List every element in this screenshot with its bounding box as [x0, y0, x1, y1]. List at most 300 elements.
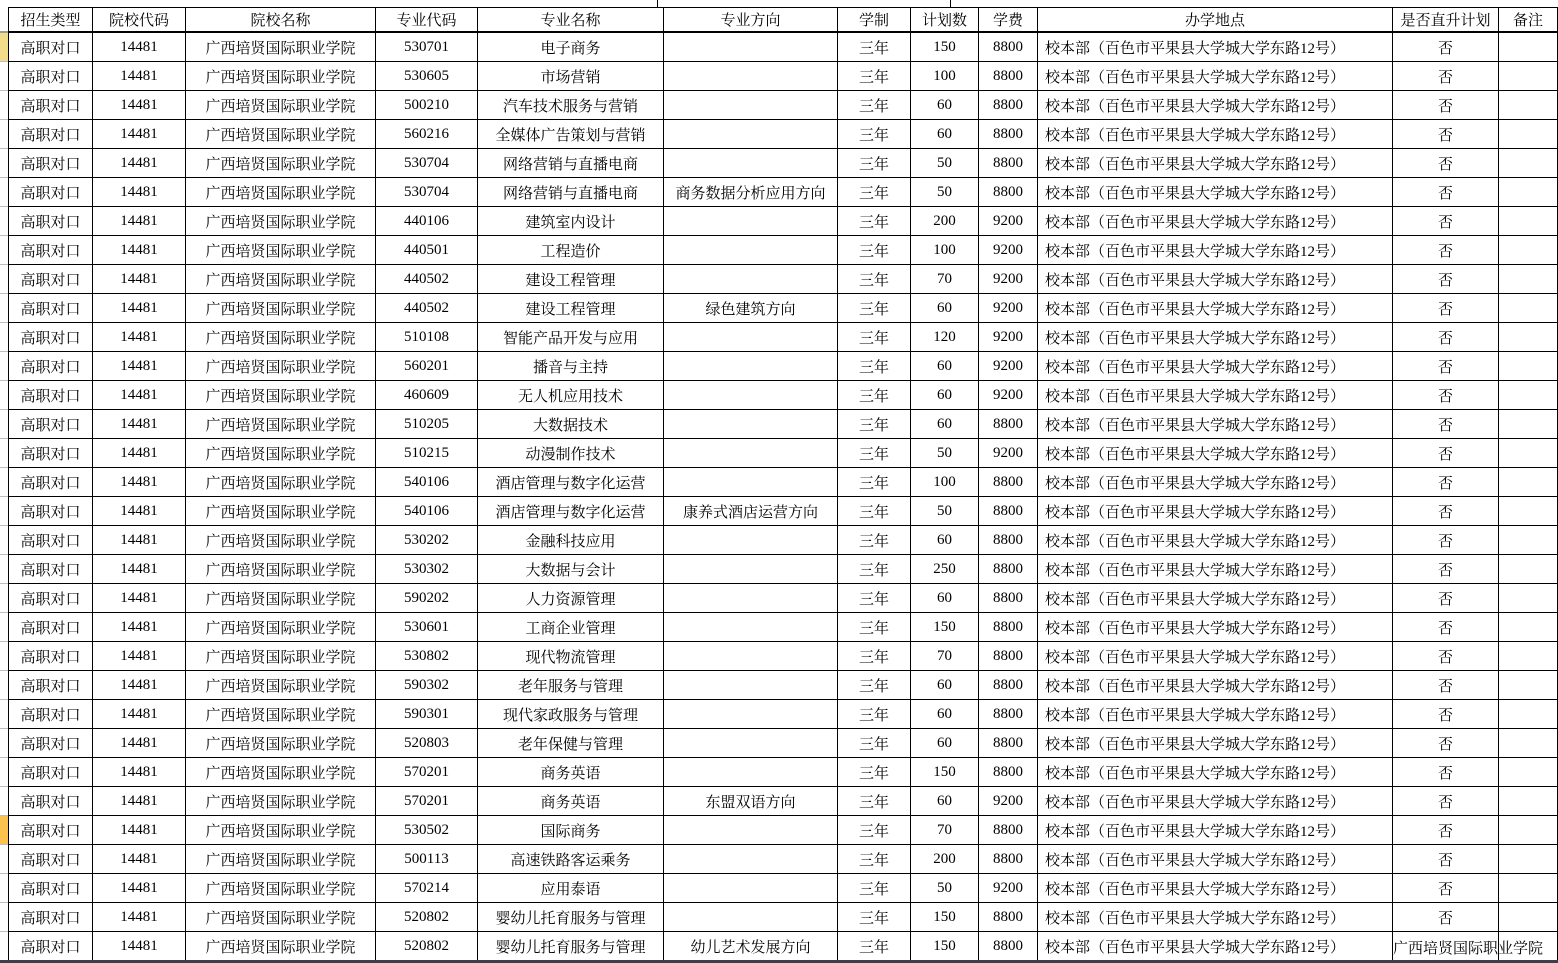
- table-cell: 广西培贤国际职业学院: [186, 526, 376, 555]
- table-cell: 100: [911, 468, 979, 497]
- table-cell: 14481: [93, 265, 186, 294]
- table-row: [9, 816, 1558, 845]
- table-cell: 高职对口: [9, 874, 93, 903]
- table-cell: 14481: [93, 526, 186, 555]
- table-cell: 14481: [93, 845, 186, 874]
- table-cell: 70: [911, 816, 979, 845]
- table-row: [9, 381, 1558, 410]
- table-row: [9, 526, 1558, 555]
- table-cell: 三年: [838, 120, 911, 149]
- table-cell: [1499, 265, 1558, 294]
- table-cell: 三年: [838, 62, 911, 91]
- table-cell: 三年: [838, 932, 911, 961]
- table-row: [9, 555, 1558, 584]
- table-cell: 广西培贤国际职业学院: [186, 62, 376, 91]
- table-cell: 9200: [979, 323, 1038, 352]
- table-cell: 否: [1393, 729, 1499, 758]
- table-cell: 70: [911, 642, 979, 671]
- table-cell: [664, 584, 838, 613]
- table-cell: 530701: [376, 32, 478, 62]
- table-cell: 50: [911, 497, 979, 526]
- strip-cell: [0, 526, 8, 555]
- table-cell: 60: [911, 700, 979, 729]
- table-cell: 530704: [376, 178, 478, 207]
- table-row: [9, 497, 1558, 526]
- table-cell: 酒店管理与数字化运营: [478, 468, 664, 497]
- table-cell: 否: [1393, 32, 1499, 62]
- table-cell: 530302: [376, 555, 478, 584]
- table-cell: 三年: [838, 468, 911, 497]
- table-cell: [664, 700, 838, 729]
- table-cell: 婴幼儿托育服务与管理: [478, 903, 664, 932]
- table-cell: 老年保健与管理: [478, 729, 664, 758]
- table-cell: 广西培贤国际职业学院: [186, 294, 376, 323]
- strip-cell: [0, 816, 8, 845]
- table-cell: 14481: [93, 932, 186, 961]
- table-cell: 校本部（百色市平果县大学城大学东路12号）: [1038, 642, 1393, 671]
- table-cell: 150: [911, 613, 979, 642]
- table-cell: 校本部（百色市平果县大学城大学东路12号）: [1038, 178, 1393, 207]
- table-cell: 三年: [838, 903, 911, 932]
- table-cell: 动漫制作技术: [478, 439, 664, 468]
- table-cell: 现代家政服务与管理: [478, 700, 664, 729]
- table-cell: 8800: [979, 729, 1038, 758]
- table-cell: 校本部（百色市平果县大学城大学东路12号）: [1038, 845, 1393, 874]
- table-cell: [1499, 642, 1558, 671]
- table-cell: 530601: [376, 613, 478, 642]
- table-cell: 8800: [979, 903, 1038, 932]
- table-cell: 三年: [838, 352, 911, 381]
- strip-cell: [0, 497, 8, 526]
- table-cell: 市场营销: [478, 62, 664, 91]
- table-cell: 14481: [93, 729, 186, 758]
- table-cell: 60: [911, 410, 979, 439]
- table-row: [9, 439, 1558, 468]
- table-cell: [664, 352, 838, 381]
- table-cell: [1499, 236, 1558, 265]
- table-cell: 三年: [838, 265, 911, 294]
- table-cell: 否: [1393, 352, 1499, 381]
- table-cell: 否: [1393, 903, 1499, 932]
- table-cell: 校本部（百色市平果县大学城大学东路12号）: [1038, 729, 1393, 758]
- table-cell: 校本部（百色市平果县大学城大学东路12号）: [1038, 758, 1393, 787]
- table-cell: 高职对口: [9, 323, 93, 352]
- table-cell: 14481: [93, 700, 186, 729]
- table-cell: 无人机应用技术: [478, 381, 664, 410]
- table-cell: [664, 120, 838, 149]
- table-cell: 高职对口: [9, 787, 93, 816]
- column-header-11: 是否直升计划: [1393, 8, 1499, 33]
- table-cell: 70: [911, 265, 979, 294]
- table-cell: 三年: [838, 526, 911, 555]
- table-cell: 三年: [838, 613, 911, 642]
- table-cell: 150: [911, 32, 979, 62]
- table-cell: 8800: [979, 758, 1038, 787]
- column-header-9: 学费: [979, 8, 1038, 33]
- table-row: [9, 265, 1558, 294]
- table-cell: 否: [1393, 381, 1499, 410]
- table-cell: 否: [1393, 323, 1499, 352]
- table-cell: 校本部（百色市平果县大学城大学东路12号）: [1038, 410, 1393, 439]
- table-cell: 广西培贤国际职业学院: [186, 410, 376, 439]
- table-cell: 高职对口: [9, 845, 93, 874]
- strip-cell: [0, 352, 8, 381]
- table-cell: [664, 439, 838, 468]
- table-row: [9, 642, 1558, 671]
- table-cell: 工程造价: [478, 236, 664, 265]
- table-cell: 三年: [838, 874, 911, 903]
- table-cell: 60: [911, 294, 979, 323]
- table-cell: 广西培贤国际职业学院: [186, 816, 376, 845]
- table-cell: 广西培贤国际职业学院: [186, 497, 376, 526]
- strip-cell: [0, 903, 8, 932]
- table-cell: 否: [1393, 671, 1499, 700]
- table-cell: 50: [911, 149, 979, 178]
- strip-cell: [0, 671, 8, 700]
- table-cell: 三年: [838, 555, 911, 584]
- table-cell: 60: [911, 352, 979, 381]
- table-cell: 应用泰语: [478, 874, 664, 903]
- table-cell: [1499, 526, 1558, 555]
- table-cell: 校本部（百色市平果县大学城大学东路12号）: [1038, 439, 1393, 468]
- table-cell: 广西培贤国际职业学院: [186, 758, 376, 787]
- strip-cell: [0, 236, 8, 265]
- strip-cell: [0, 294, 8, 323]
- table-row: [9, 352, 1558, 381]
- table-cell: 14481: [93, 410, 186, 439]
- table-cell: 广西培贤国际职业学院: [186, 787, 376, 816]
- table-cell: 高职对口: [9, 149, 93, 178]
- table-cell: 高职对口: [9, 700, 93, 729]
- table-cell: [664, 555, 838, 584]
- table-cell: 商务数据分析应用方向: [664, 178, 838, 207]
- table-cell: 否: [1393, 497, 1499, 526]
- table-cell: [1499, 555, 1558, 584]
- table-cell: 60: [911, 671, 979, 700]
- table-cell: 14481: [93, 120, 186, 149]
- table-cell: [664, 874, 838, 903]
- table-cell: [1499, 32, 1558, 62]
- table-cell: [1499, 294, 1558, 323]
- table-cell: 高职对口: [9, 265, 93, 294]
- table-cell: 8800: [979, 932, 1038, 961]
- table-cell: 网络营销与直播电商: [478, 178, 664, 207]
- table-cell: 三年: [838, 816, 911, 845]
- table-cell: 14481: [93, 178, 186, 207]
- table-cell: 广西培贤国际职业学院: [186, 845, 376, 874]
- strip-cell: [0, 91, 8, 120]
- table-cell: 否: [1393, 178, 1499, 207]
- table-cell: 金融科技应用: [478, 526, 664, 555]
- strip-cell: [0, 33, 8, 62]
- table-cell: 三年: [838, 294, 911, 323]
- table-cell: 否: [1393, 584, 1499, 613]
- table-cell: 三年: [838, 236, 911, 265]
- table-row: [9, 874, 1558, 903]
- table-row: [9, 700, 1558, 729]
- table-cell: [664, 758, 838, 787]
- strip-cell-header: [0, 7, 8, 33]
- table-cell: 否: [1393, 555, 1499, 584]
- table-cell: 广西培贤国际职业学院: [186, 381, 376, 410]
- strip-cell: [0, 555, 8, 584]
- table-cell: 广西培贤国际职业学院: [186, 352, 376, 381]
- table-cell: 广西培贤国际职业学院: [186, 91, 376, 120]
- table-cell: [664, 845, 838, 874]
- table-cell: 高职对口: [9, 32, 93, 62]
- table-row: [9, 120, 1558, 149]
- table-cell: 建设工程管理: [478, 294, 664, 323]
- table-cell: 14481: [93, 236, 186, 265]
- table-cell: [1499, 903, 1558, 932]
- table-cell: 14481: [93, 903, 186, 932]
- table-row: [9, 62, 1558, 91]
- table-cell: 590302: [376, 671, 478, 700]
- table-cell: 8800: [979, 526, 1038, 555]
- table-cell: 三年: [838, 381, 911, 410]
- table-cell: 广西培贤国际职业学院: [186, 439, 376, 468]
- table-cell: 校本部（百色市平果县大学城大学东路12号）: [1038, 149, 1393, 178]
- table-row: [9, 207, 1558, 236]
- table-cell: 否: [1393, 613, 1499, 642]
- table-cell: 8800: [979, 613, 1038, 642]
- table-cell: 婴幼儿托育服务与管理: [478, 932, 664, 961]
- strip-cell: [0, 874, 8, 903]
- table-cell: [664, 207, 838, 236]
- table-cell: 三年: [838, 439, 911, 468]
- table-cell: 广西培贤国际职业学院: [186, 874, 376, 903]
- table-cell: 100: [911, 62, 979, 91]
- table-cell: 14481: [93, 497, 186, 526]
- table-cell: 校本部（百色市平果县大学城大学东路12号）: [1038, 468, 1393, 497]
- table-cell: 100: [911, 236, 979, 265]
- table-cell: 校本部（百色市平果县大学城大学东路12号）: [1038, 236, 1393, 265]
- table-cell: 530502: [376, 816, 478, 845]
- table-cell: 8800: [979, 62, 1038, 91]
- table-cell: [664, 410, 838, 439]
- table-cell: 高职对口: [9, 555, 93, 584]
- table-cell: 9200: [979, 787, 1038, 816]
- table-cell: 绿色建筑方向: [664, 294, 838, 323]
- table-cell: 校本部（百色市平果县大学城大学东路12号）: [1038, 207, 1393, 236]
- table-cell: 高职对口: [9, 62, 93, 91]
- strip-cell: [0, 845, 8, 874]
- table-cell: [664, 381, 838, 410]
- table-cell: [1499, 787, 1558, 816]
- table-cell: 14481: [93, 207, 186, 236]
- strip-cell: [0, 729, 8, 758]
- table-cell: 530605: [376, 62, 478, 91]
- column-header-3: 院校名称: [186, 8, 376, 33]
- strip-cell: [0, 613, 8, 642]
- table-cell: 否: [1393, 816, 1499, 845]
- table-cell: 500210: [376, 91, 478, 120]
- table-cell: [664, 323, 838, 352]
- table-cell: 530202: [376, 526, 478, 555]
- table-cell: 50: [911, 178, 979, 207]
- table-cell: 高职对口: [9, 932, 93, 961]
- table-cell: [1499, 816, 1558, 845]
- table-cell: 560201: [376, 352, 478, 381]
- table-cell: 高职对口: [9, 236, 93, 265]
- table-cell: [1499, 845, 1558, 874]
- table-cell: 幼儿艺术发展方向: [664, 932, 838, 961]
- table-cell: [664, 526, 838, 555]
- table-cell: 工商企业管理: [478, 613, 664, 642]
- table-cell: 高职对口: [9, 120, 93, 149]
- table-cell: 康养式酒店运营方向: [664, 497, 838, 526]
- table-cell: 三年: [838, 410, 911, 439]
- strip-cell: [0, 932, 8, 961]
- table-cell: 14481: [93, 816, 186, 845]
- table-cell: 440502: [376, 265, 478, 294]
- table-cell: 三年: [838, 323, 911, 352]
- school-name-overlay-text: 广西培贤国际职业学院: [1393, 941, 1544, 957]
- table-cell: 校本部（百色市平果县大学城大学东路12号）: [1038, 352, 1393, 381]
- table-cell: 14481: [93, 642, 186, 671]
- table-cell: 校本部（百色市平果县大学城大学东路12号）: [1038, 671, 1393, 700]
- table-cell: 校本部（百色市平果县大学城大学东路12号）: [1038, 32, 1393, 62]
- table-cell: 校本部（百色市平果县大学城大学东路12号）: [1038, 91, 1393, 120]
- table-cell: 广西培贤国际职业学院: [186, 120, 376, 149]
- strip-cell: [0, 207, 8, 236]
- table-cell: 560216: [376, 120, 478, 149]
- table-cell: 否: [1393, 526, 1499, 555]
- table-cell: 14481: [93, 323, 186, 352]
- table-cell: 否: [1393, 700, 1499, 729]
- table-cell: 三年: [838, 178, 911, 207]
- table-cell: 高职对口: [9, 381, 93, 410]
- table-cell: 否: [1393, 845, 1499, 874]
- table-cell: 高速铁路客运乘务: [478, 845, 664, 874]
- table-cell: 三年: [838, 671, 911, 700]
- table-cell: 否: [1393, 207, 1499, 236]
- table-cell: 14481: [93, 62, 186, 91]
- table-cell: 14481: [93, 758, 186, 787]
- enrollment-table: [8, 7, 1558, 961]
- table-cell: 播音与主持: [478, 352, 664, 381]
- table-cell: 540106: [376, 468, 478, 497]
- table-cell: 校本部（百色市平果县大学城大学东路12号）: [1038, 381, 1393, 410]
- table-cell: 14481: [93, 149, 186, 178]
- table-row: [9, 613, 1558, 642]
- table-cell: [1499, 381, 1558, 410]
- table-cell: 高职对口: [9, 729, 93, 758]
- table-cell: 高职对口: [9, 294, 93, 323]
- table-row: [9, 410, 1558, 439]
- table-row: [9, 729, 1558, 758]
- table-cell: 高职对口: [9, 903, 93, 932]
- table-cell: [1499, 149, 1558, 178]
- table-cell: 高职对口: [9, 497, 93, 526]
- table-cell: 540106: [376, 497, 478, 526]
- table-cell: 530704: [376, 149, 478, 178]
- table-cell: 510108: [376, 323, 478, 352]
- table-cell: 高职对口: [9, 439, 93, 468]
- table-row: [9, 845, 1558, 874]
- table-cell: 校本部（百色市平果县大学城大学东路12号）: [1038, 294, 1393, 323]
- table-cell: [1499, 439, 1558, 468]
- strip-cell: [0, 642, 8, 671]
- table-cell: [664, 671, 838, 700]
- table-cell: [1499, 62, 1558, 91]
- column-header-7: 学制: [838, 8, 911, 33]
- table-cell: 广西培贤国际职业学院: [186, 236, 376, 265]
- table-cell: 50: [911, 439, 979, 468]
- table-cell: [1499, 700, 1558, 729]
- table-cell: 广西培贤国际职业学院: [186, 468, 376, 497]
- table-cell: 网络营销与直播电商: [478, 149, 664, 178]
- table-cell: 三年: [838, 729, 911, 758]
- table-cell: 智能产品开发与应用: [478, 323, 664, 352]
- table-row: [9, 178, 1558, 207]
- table-cell: 8800: [979, 700, 1038, 729]
- table-cell: [664, 236, 838, 265]
- table-cell: 570201: [376, 758, 478, 787]
- table-row: [9, 323, 1558, 352]
- table-cell: 校本部（百色市平果县大学城大学东路12号）: [1038, 874, 1393, 903]
- table-cell: 高职对口: [9, 671, 93, 700]
- strip-cell: [0, 758, 8, 787]
- table-cell: 三年: [838, 758, 911, 787]
- table-cell: 大数据技术: [478, 410, 664, 439]
- strip-cell: [0, 178, 8, 207]
- table-cell: [1499, 352, 1558, 381]
- table-cell: 商务英语: [478, 787, 664, 816]
- table-cell: [1499, 178, 1558, 207]
- table-cell: 高职对口: [9, 526, 93, 555]
- table-cell: 高职对口: [9, 816, 93, 845]
- table-cell: 14481: [93, 91, 186, 120]
- table-cell: 校本部（百色市平果县大学城大学东路12号）: [1038, 497, 1393, 526]
- table-cell: 校本部（百色市平果县大学城大学东路12号）: [1038, 62, 1393, 91]
- table-cell: 440106: [376, 207, 478, 236]
- table-cell: 590301: [376, 700, 478, 729]
- strip-cell: [0, 787, 8, 816]
- table-cell: [664, 149, 838, 178]
- table-cell: 国际商务: [478, 816, 664, 845]
- table-cell: 440501: [376, 236, 478, 265]
- table-cell: 590202: [376, 584, 478, 613]
- table-cell: 否: [1393, 439, 1499, 468]
- table-cell: 校本部（百色市平果县大学城大学东路12号）: [1038, 903, 1393, 932]
- table-cell: 校本部（百色市平果县大学城大学东路12号）: [1038, 787, 1393, 816]
- table-cell: 三年: [838, 787, 911, 816]
- strip-cell: [0, 265, 8, 294]
- table-cell: 三年: [838, 497, 911, 526]
- table-cell: 440502: [376, 294, 478, 323]
- table-row: [9, 932, 1558, 961]
- table-cell: 60: [911, 526, 979, 555]
- table-cell: [1499, 874, 1558, 903]
- table-cell: 商务英语: [478, 758, 664, 787]
- table-cell: 8800: [979, 149, 1038, 178]
- table-cell: 14481: [93, 381, 186, 410]
- table-cell: 9200: [979, 381, 1038, 410]
- table-cell: 510215: [376, 439, 478, 468]
- table-cell: 高职对口: [9, 207, 93, 236]
- table-cell: 120: [911, 323, 979, 352]
- table-row: [9, 787, 1558, 816]
- table-cell: [664, 91, 838, 120]
- column-header-8: 计划数: [911, 8, 979, 33]
- table-cell: [1499, 91, 1558, 120]
- table-cell: 高职对口: [9, 758, 93, 787]
- table-cell: 500113: [376, 845, 478, 874]
- table-cell: 三年: [838, 149, 911, 178]
- table-cell: 广西培贤国际职业学院: [186, 903, 376, 932]
- table-cell: 高职对口: [9, 410, 93, 439]
